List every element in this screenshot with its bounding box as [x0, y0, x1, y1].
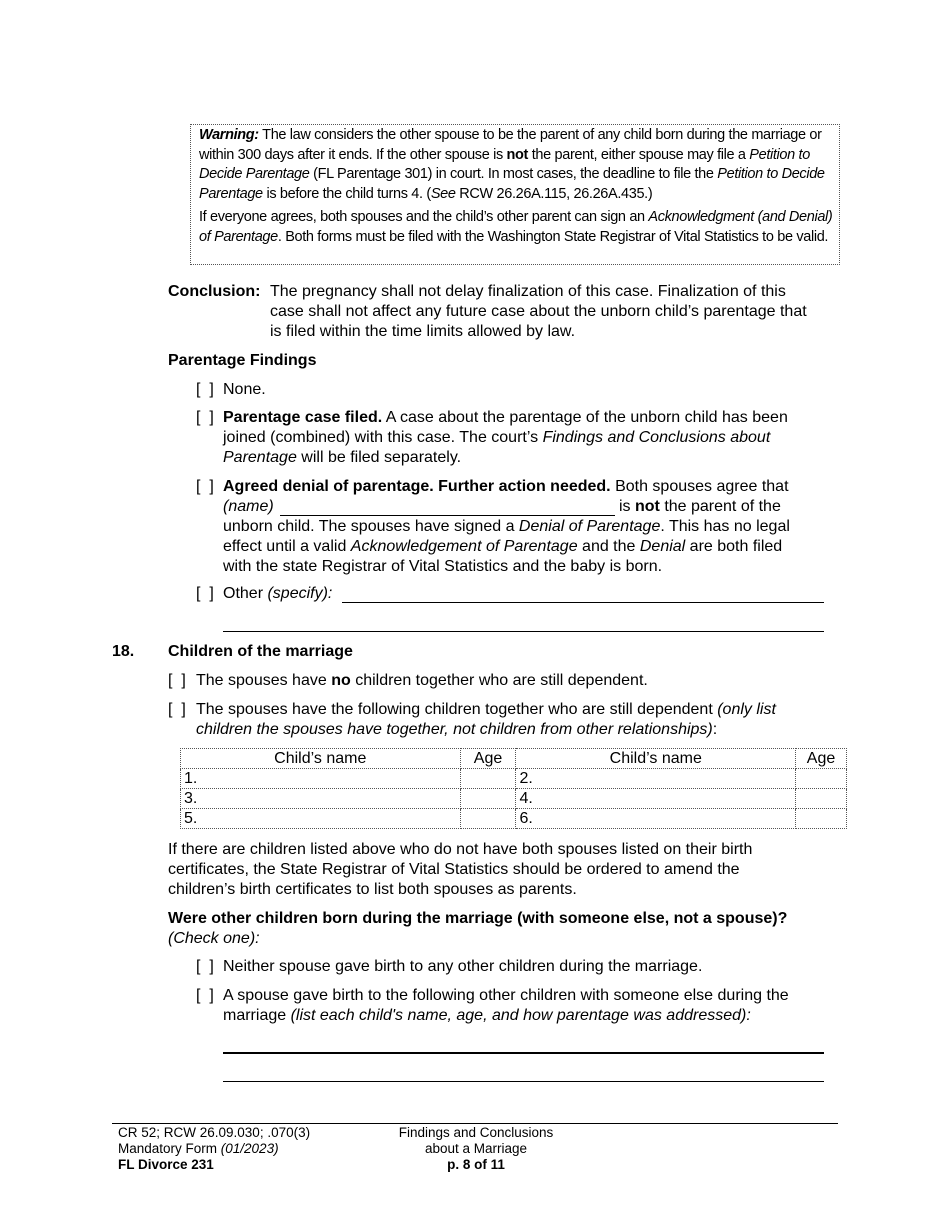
other-children-question: Were other children born during the marriage (with someone else, not a spouse)? (Check one): — [168, 910, 788, 947]
other-children-line-1[interactable] — [223, 1052, 824, 1054]
option-none: None. — [223, 381, 266, 398]
amend-certificates-text: If there are children listed above who do not have both spouses listed on their birth certificates, the State Registrar of Vital Statistics should be ordered to amend the children’s birth certificates to list both spouses as parents. — [168, 841, 753, 898]
children-table-header — [181, 749, 847, 769]
table-row — [181, 809, 847, 829]
child-age-cell[interactable] — [796, 789, 847, 809]
page-number: p. 8 of 11 — [447, 1157, 505, 1172]
option-case-filed: Parentage case filed. A case about the parentage of the unborn child has been joined (combined) with this case. The court’s Findings and Conclusions about Parentage will be filed separately. — [223, 409, 788, 466]
table-row — [181, 769, 847, 789]
conclusion-text: The pregnancy shall not delay finalization of this case. Finalization of this case shall not affect any future case about the unborn child’s parentage that is filed within the time limits allowed by law. — [270, 283, 807, 340]
checkbox-have-children[interactable]: [ ] — [168, 701, 186, 718]
header-child-name: Child’s name — [181, 749, 461, 769]
header-age: Age — [460, 749, 516, 769]
header-child-name: Child’s name — [516, 749, 796, 769]
footer-center: Findings and Conclusions about a Marriage p. 8 of 11 — [398, 1125, 554, 1172]
option-no-children: The spouses have no children together who are still dependent. — [196, 672, 648, 689]
child-name-cell[interactable]: 4. — [516, 789, 796, 809]
option-neither-spouse: Neither spouse gave birth to any other children during the marriage. — [223, 958, 703, 975]
child-age-cell[interactable] — [460, 809, 516, 829]
option-have-children: The spouses have the following children together who are still dependent (only list children the spouses have together, not children from other relationships): — [196, 701, 776, 738]
name-field-line[interactable] — [280, 515, 615, 516]
option-spouse-gave-birth: A spouse gave birth to the following other children with someone else during the marriage (list each child's name, age, and how parentage was addressed): — [223, 987, 789, 1024]
section-title: Children of the marriage — [168, 643, 353, 660]
child-name-cell[interactable]: 3. — [181, 789, 461, 809]
parentage-findings-heading: Parentage Findings — [168, 352, 317, 369]
other-specify-line-2[interactable] — [223, 631, 824, 632]
checkbox-neither-spouse[interactable]: [ ] — [196, 958, 214, 975]
footer-divider — [112, 1123, 838, 1124]
section-number: 18. — [112, 643, 135, 660]
footer-left: CR 52; RCW 26.09.030; .070(3) Mandatory Form (01/2023) FL Divorce 231 — [118, 1125, 311, 1172]
warning-paragraph-1: Warning: The law considers the other spouse to be the parent of any child born during the marriage or within 300 days after it ends. If the other spouse is not the parent, either spouse may file a Petition to Decide Parentage (FL Parentage 301) in court. In most cases, the deadline to file the Petition to Decide Parentage is before the child turns 4. (See RCW 26.26A.115, 26.26A.435.) — [199, 127, 825, 202]
child-age-cell[interactable] — [460, 769, 516, 789]
option-agreed-denial: Agreed denial of parentage. Further action needed. Both spouses agree that (name) is not the parent of the unborn child. The spouses have signed a Denial of Parentage. This has no legal effect until a valid Acknowledgement of Parentage and the Denial are both filed with the state Registrar of Vital Statistics and the baby is born. — [223, 478, 790, 575]
checkbox-agreed-denial[interactable]: [ ] — [196, 478, 214, 495]
child-name-cell[interactable]: 2. — [516, 769, 796, 789]
warning-paragraph-2: If everyone agrees, both spouses and the child’s other parent can sign an Acknowledgment (and Denial) of Parentage. Both forms must be filed with the Washington State Registrar of Vital Statistics to be valid. — [199, 209, 833, 245]
option-other: Other (specify): — [223, 585, 333, 602]
child-age-cell[interactable] — [460, 789, 516, 809]
checkbox-no-children[interactable]: [ ] — [168, 672, 186, 689]
child-name-cell[interactable]: 5. — [181, 809, 461, 829]
other-children-line-2[interactable] — [223, 1081, 824, 1082]
checkbox-spouse-gave-birth[interactable]: [ ] — [196, 987, 214, 1004]
checkbox-other[interactable]: [ ] — [196, 585, 214, 602]
checkbox-case-filed[interactable]: [ ] — [196, 409, 214, 426]
warning-box — [190, 124, 840, 265]
conclusion-label: Conclusion: — [168, 283, 261, 300]
children-table — [180, 748, 847, 829]
child-age-cell[interactable] — [796, 809, 847, 829]
child-age-cell[interactable] — [796, 769, 847, 789]
table-row — [181, 789, 847, 809]
child-name-cell[interactable]: 1. — [181, 769, 461, 789]
other-specify-line-1[interactable] — [342, 602, 824, 603]
header-age: Age — [796, 749, 847, 769]
child-name-cell[interactable]: 6. — [516, 809, 796, 829]
checkbox-none[interactable]: [ ] — [196, 381, 214, 398]
